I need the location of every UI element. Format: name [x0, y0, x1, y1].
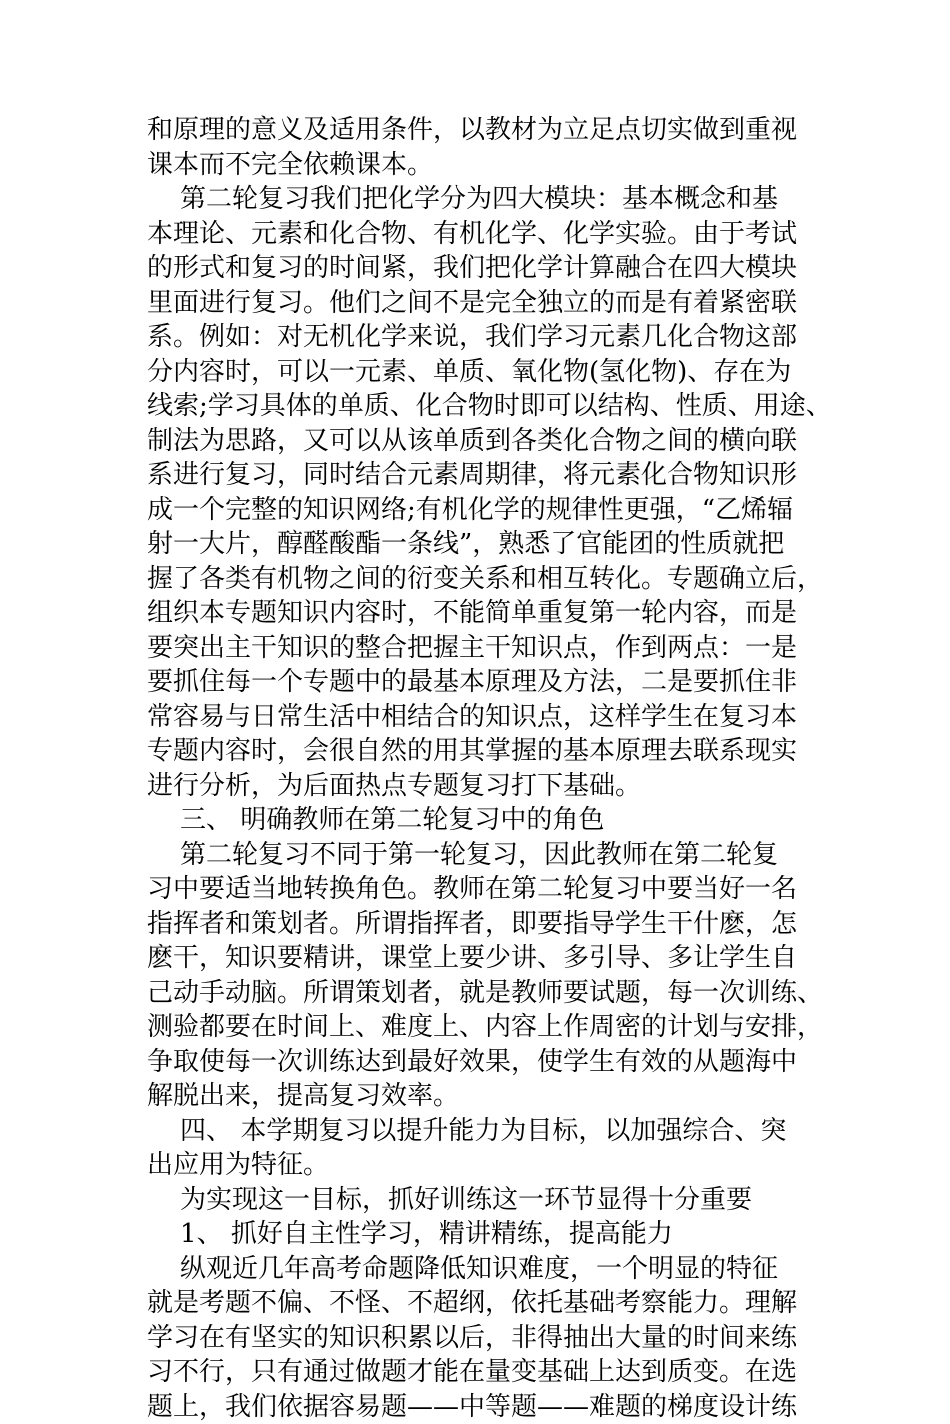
text-line: 测验都要在时间上、难度上、内容上作周密的计划与安排， [147, 1010, 817, 1045]
text-line: 第二轮复习我们把化学分为四大模块：基本概念和基 [147, 182, 817, 217]
text-line: 成一个完整的知识网络;有机化学的规律性更强，“乙烯辐 [147, 493, 817, 528]
text-line: 里面进行复习。他们之间不是完全独立的而是有着紧密联 [147, 286, 817, 321]
text-line: 纵观近几年高考命题降低知识难度，一个明显的特征 [147, 1252, 817, 1287]
text-line: 就是考题不偏、不怪、不超纲，依托基础考察能力。理解 [147, 1286, 817, 1321]
text-line: 1、 抓好自主性学习，精讲精练，提高能力 [147, 1217, 817, 1252]
text-line: 射一大片，醇醛酸酯一条线”，熟悉了官能团的性质就把 [147, 527, 817, 562]
text-line: 制法为思路，又可以从该单质到各类化合物之间的横向联 [147, 424, 817, 459]
text-line: 系。例如：对无机化学来说，我们学习元素几化合物这部 [147, 320, 817, 355]
text-line: 出应用为特征。 [147, 1148, 817, 1183]
text-line: 学习在有坚实的知识积累以后，非得抽出大量的时间来练 [147, 1321, 817, 1356]
text-line: 四、 本学期复习以提升能力为目标，以加强综合、突 [147, 1114, 817, 1149]
text-line: 线索;学习具体的单质、化合物时即可以结构、性质、用途、 [147, 389, 817, 424]
text-line: 课本而不完全依赖课本。 [147, 148, 817, 183]
text-line: 习中要适当地转换角色。教师在第二轮复习中要当好一名 [147, 872, 817, 907]
text-line: 握了各类有机物之间的衍变关系和相互转化。专题确立后， [147, 562, 817, 597]
text-line: 本理论、元素和化合物、有机化学、化学实验。由于考试 [147, 217, 817, 252]
text-line: 要抓住每一个专题中的最基本原理及方法，二是要抓住非 [147, 665, 817, 700]
text-line: 解脱出来，提高复习效率。 [147, 1079, 817, 1114]
text-line: 麽干，知识要精讲，课堂上要少讲、多引导、多让学生自 [147, 941, 817, 976]
text-line: 指挥者和策划者。所谓指挥者，即要指导学生干什麽，怎 [147, 907, 817, 942]
text-line: 三、 明确教师在第二轮复习中的角色 [147, 803, 817, 838]
text-line: 己动手动脑。所谓策划者，就是教师要试题，每一次训练、 [147, 976, 817, 1011]
text-line: 要突出主干知识的整合把握主干知识点，作到两点：一是 [147, 631, 817, 666]
document-body [147, 113, 817, 1424]
text-line: 和原理的意义及适用条件，以教材为立足点切实做到重视 [147, 113, 817, 148]
text-line: 题上，我们依据容易题——中等题——难题的梯度设计练 [147, 1390, 817, 1424]
text-line: 第二轮复习不同于第一轮复习，因此教师在第二轮复 [147, 838, 817, 873]
text-line: 的形式和复习的时间紧，我们把化学计算融合在四大模块 [147, 251, 817, 286]
text-line: 专题内容时，会很自然的用其掌握的基本原理去联系现实 [147, 734, 817, 769]
text-line: 进行分析，为后面热点专题复习打下基础。 [147, 769, 817, 804]
text-line: 习不行，只有通过做题才能在量变基础上达到质变。在选 [147, 1355, 817, 1390]
text-line: 为实现这一目标，抓好训练这一环节显得十分重要 [147, 1183, 817, 1218]
text-line: 系进行复习，同时结合元素周期律，将元素化合物知识形 [147, 458, 817, 493]
text-line: 常容易与日常生活中相结合的知识点，这样学生在复习本 [147, 700, 817, 735]
text-line: 争取使每一次训练达到最好效果，使学生有效的从题海中 [147, 1045, 817, 1080]
text-line: 分内容时，可以一元素、单质、氧化物(氢化物)、存在为 [147, 355, 817, 390]
text-line: 组织本专题知识内容时，不能简单重复第一轮内容，而是 [147, 596, 817, 631]
